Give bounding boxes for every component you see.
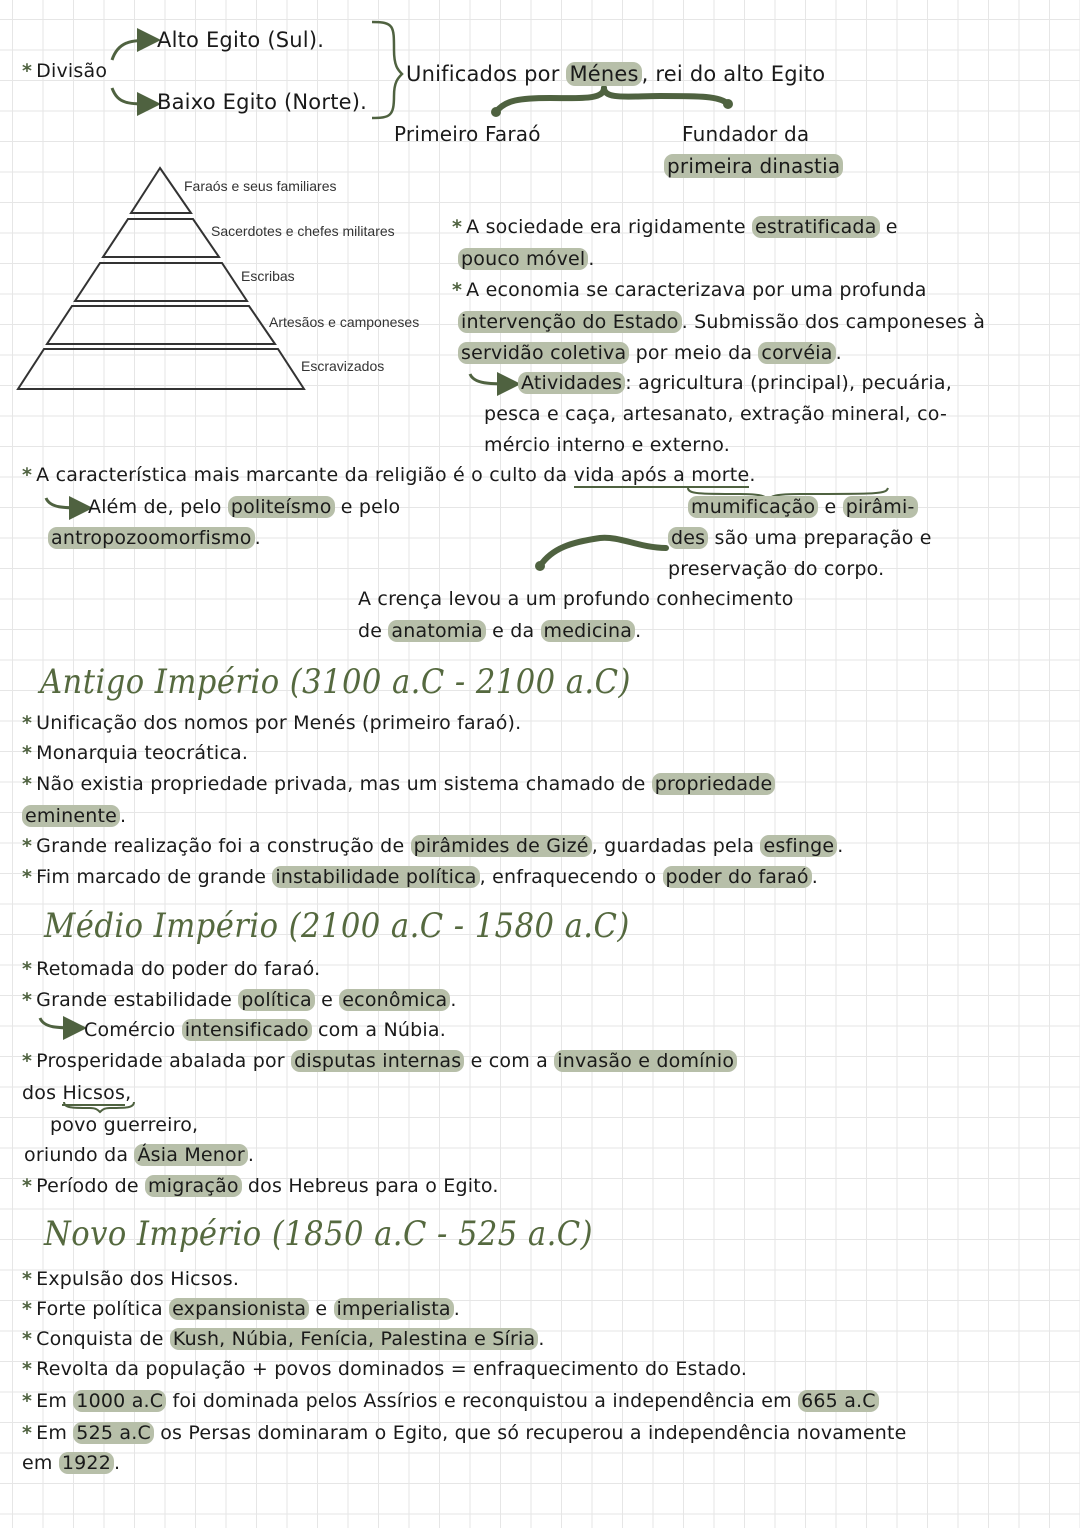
pyramid-level-4: Artesãos e camponeses <box>269 314 420 330</box>
medio-bullet-3: * Prosperidade abalada por disputas internas e com a invasão e domínio <box>22 1050 737 1073</box>
antigo-bullet-5: * Fim marcado de grande instabilidade política , enfraquecendo o poder do faraó . <box>22 866 818 888</box>
pyramid-level-1: Faraós e seus familiares <box>184 178 337 194</box>
religion-right: mumificação e pirâmi- <box>688 496 918 519</box>
curly-branch-icon <box>496 88 604 112</box>
antigo-imperio-title: Antigo Império (3100 a.C - 2100 a.C) <box>40 662 631 702</box>
belief-line1: A crença levou a um profundo conhecimento <box>358 588 794 610</box>
medio-bullet-1: * Retomada do poder do faraó. <box>22 958 321 980</box>
religion-right-cont: des são uma preparação e <box>668 527 932 550</box>
novo-bullet-1: * Expulsão dos Hicsos. <box>22 1268 240 1290</box>
novo-imperio-title: Novo Império (1850 a.C - 525 a.C) <box>44 1214 594 1254</box>
antigo-bullet-2: * Monarquia teocrática. <box>22 742 249 764</box>
arrow-sub-icon <box>46 498 84 508</box>
religion-sub: Além de, pelo politeísmo e pelo <box>88 496 401 518</box>
first-pharaoh: Primeiro Faraó <box>394 122 541 146</box>
novo-bullet-6-cont: em 1922 . <box>22 1452 121 1474</box>
antigo-bullet-4: * Grande realização foi a construção de pirâmides de Gizé , guardadas pela esfinge . <box>22 835 844 857</box>
upper-egypt: Alto Egito (Sul). <box>157 28 325 52</box>
antigo-bullet-3: * Não existia propriedade privada, mas um sistema chamado de propriedade <box>22 773 775 796</box>
activities-cont2: mércio interno e externo. <box>484 434 730 456</box>
swoosh-arrow-icon <box>540 538 666 566</box>
religion-main: * A característica mais marcante da religião é o culto da vida após a morte. <box>22 464 756 486</box>
arrow-down-icon <box>112 88 152 104</box>
activities: Atividades : agricultura (principal), pecuária, <box>518 372 952 395</box>
founder-line2: primeira dinastia <box>664 154 843 178</box>
antigo-bullet-3-cont: eminente . <box>22 805 126 828</box>
society-p1: * A sociedade era rigidamente estratificada e <box>452 216 898 238</box>
medio-hicsos-origin: oriundo da Ásia Menor . <box>24 1144 255 1166</box>
religion-right-cont2: preservação do corpo. <box>668 558 885 580</box>
arrow-sub-icon <box>40 1018 78 1028</box>
medio-hicsos-desc: povo guerreiro, <box>50 1114 199 1136</box>
activities-cont: pesca e caça, artesanato, extração mineral, co- <box>484 403 948 425</box>
medio-bullet-4: * Período de migração dos Hebreus para o Egito. <box>22 1175 499 1197</box>
founder-line1: Fundador da <box>682 122 810 146</box>
lower-egypt: Baixo Egito (Norte). <box>157 90 368 114</box>
division-label: * Divisão <box>22 60 108 82</box>
society-p1-cont: pouco móvel . <box>458 248 595 271</box>
belief-line2: de anatomia e da medicina . <box>358 620 642 642</box>
novo-bullet-2: * Forte política expansionista e imperialista . <box>22 1298 461 1320</box>
arrow-sub-icon <box>470 374 512 384</box>
society-p2-cont2: servidão coletiva por meio da corvéia . <box>458 342 842 365</box>
medio-sub: Comércio intensificado com a Núbia. <box>84 1019 446 1041</box>
novo-bullet-6: * Em 525 a.C os Persas dominaram o Egito, que só recuperou a independência novamente <box>22 1422 907 1444</box>
pyramid-level-3: Escribas <box>241 268 295 284</box>
medio-bullet-2: * Grande estabilidade política e econômica . <box>22 989 457 1011</box>
pyramid-level-5: Escravizados <box>301 358 385 374</box>
society-p2-cont: intervenção do Estado . Submissão dos camponeses à <box>458 311 985 334</box>
novo-bullet-4: * Revolta da população + povos dominados = enfraquecimento do Estado. <box>22 1358 748 1380</box>
brace-icon <box>372 22 402 118</box>
unified-by: Unificados por Ménes , rei do alto Egito <box>406 62 826 86</box>
novo-bullet-5: * Em 1000 a.C foi dominada pelos Assírios e reconquistou a independência em 665 a.C <box>22 1390 879 1413</box>
pyramid-level-2: Sacerdotes e chefes militares <box>211 223 395 239</box>
novo-bullet-3: * Conquista de Kush, Núbia, Fenícia, Palestina e Síria . <box>22 1328 545 1350</box>
medio-imperio-title: Médio Império (2100 a.C - 1580 a.C) <box>44 906 630 946</box>
antigo-bullet-1: * Unificação dos nomos por Menés (primeiro faraó). <box>22 712 522 734</box>
medio-bullet-3-cont: dos Hicsos, <box>22 1082 132 1104</box>
religion-sub-cont: antropozoomorfismo . <box>48 527 261 550</box>
arrow-up-icon <box>112 40 152 60</box>
society-p2: * A economia se caracterizava por uma profunda <box>452 279 927 301</box>
